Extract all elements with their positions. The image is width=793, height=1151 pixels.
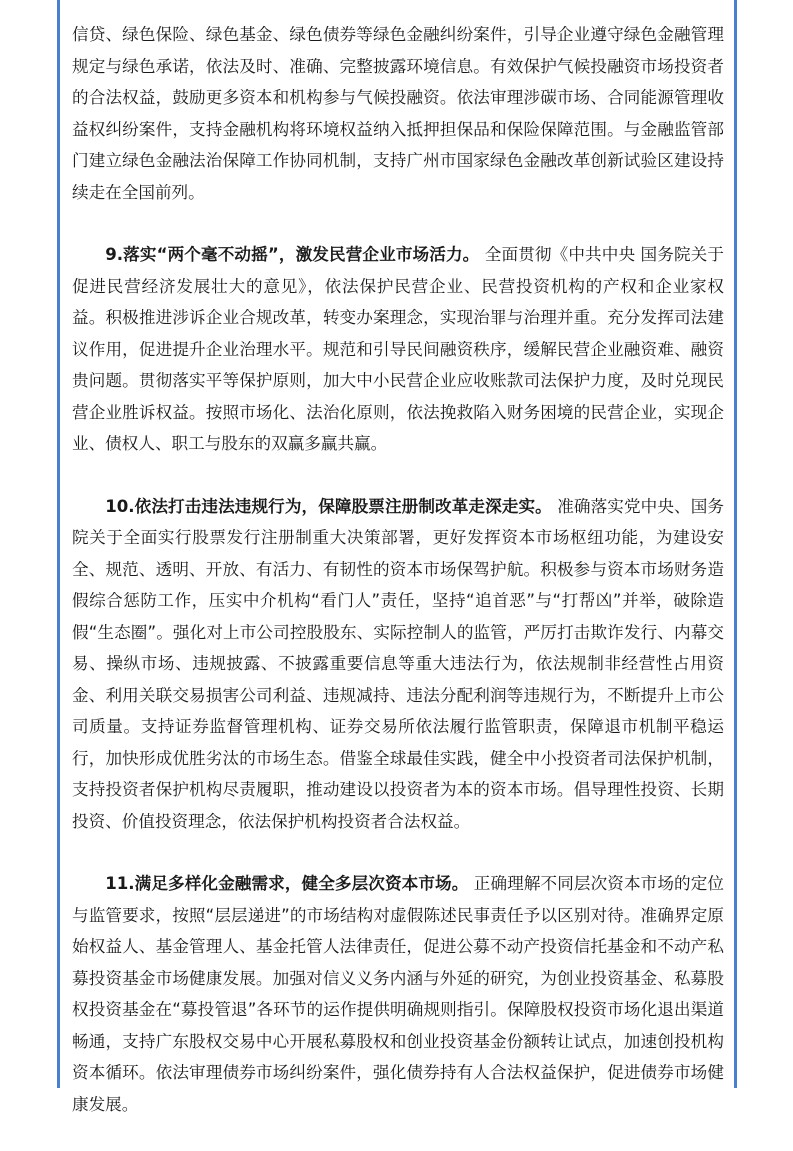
paragraph-item-9	[72, 239, 724, 460]
paragraph-continued	[72, 19, 724, 208]
right-border-line	[734, 0, 737, 1088]
paragraph-body: 正确理解不同层次资本市场的定位与监管要求，按照“层层递进”的市场结构对虚假陈述民事责任予以区别对待。准确界定原始权益人、基金管理人、基金托管人法律责任，促进公募不动产投资信托基金和不动产私募投资基金市场健康发展。加强对信义义务内涵与外延的研究，为创业投资基金、私募股权投资基金在“募投管退”各环节的运作提供明确规则指引。保障股权投资市场化退出渠道畅通，支持广东股权交易中心开展私募股权和创业投资基金份额转让试点，加速创投机构资本循环。依法审理债券市场纠纷案件，强化债券持有人合法权益保护，促进债券市场健康发展。	[72, 874, 725, 1114]
paragraph-item-11	[72, 868, 724, 1120]
paragraph-body: 准确落实党中央、国务院关于全面实行股票发行注册制重大决策部署，更好发挥资本市场枢纽功能，为建设安全、规范、透明、开放、有活力、有韧性的资本市场保驾护航。积极参与资本市场财务造假综合惩防工作，压实中介机构“看门人”责任，坚持“追首恶”与“打帮凶”并举，破除造假“生态圈”。强化对上市公司控股股东、实际控制人的监管，严厉打击欺诈发行、内幕交易、操纵市场、违规披露、不披露重要信息等重大违法行为，依法规制非经营性占用资金、利用关联交易损害公司利益、违规减持、违法分配利润等违规行为，不断提升上市公司质量。支持证券监督管理机构、证券交易所依法履行监管职责，保障退市机制平稳运行，加快形成优胜劣汰的市场生态。借鉴全球最佳实践，健全中小投资者司法保护机制，支持投资者保护机构尽责履职，推动建设以投资者为本的资本市场。倡导理性投资、长期投资、价值投资理念，依法保护机构投资者合法权益。	[72, 496, 724, 831]
left-border-line	[57, 0, 60, 1088]
paragraph-body: 信贷、绿色保险、绿色基金、绿色债券等绿色金融纠纷案件，引导企业遵守绿色金融管理规定与绿色承诺，依法及时、准确、完整披露环境信息。有效保护气候投融资市场投资者的合法权益，鼓励更多资本和机构参与气候投融资。依法审理涉碳市场、合同能源管理收益权纠纷案件，支持金融机构将环境权益纳入抵押担保品和保险保障范围。与金融监管部门建立绿色金融法治保障工作协同机制，支持广州市国家绿色金融改革创新试验区建设持续走在全国前列。	[72, 25, 724, 202]
paragraph-heading: 9.落实“两个毫不动摇”，激发民营企业市场活力。	[105, 245, 480, 264]
paragraph-heading: 11.满足多样化金融需求，健全多层次资本市场。	[105, 874, 469, 893]
document-body	[72, 19, 724, 1151]
paragraph-body: 全面贯彻《中共中央 国务院关于促进民营经济发展壮大的意见》，依法保护民营企业、民营投资机构的产权和企业家权益。积极推进涉诉企业合规改革，转变办案理念，实现治罪与治理并重。充分发挥司法建议作用，促进提升企业治理水平。规范和引导民间融资秩序，缓解民营企业融资难、融资贵问题。贯彻落实平等保护原则，加大中小民营企业应收账款司法保护力度，及时兑现民营企业胜诉权益。按照市场化、法治化原则，依法挽救陷入财务困境的民营企业，实现企业、债权人、职工与股东的双赢多赢共赢。	[72, 245, 724, 453]
paragraph-heading: 10.依法打击违法违规行为，保障股票注册制改革走深走实。	[105, 496, 552, 516]
paragraph-item-10	[72, 491, 724, 838]
